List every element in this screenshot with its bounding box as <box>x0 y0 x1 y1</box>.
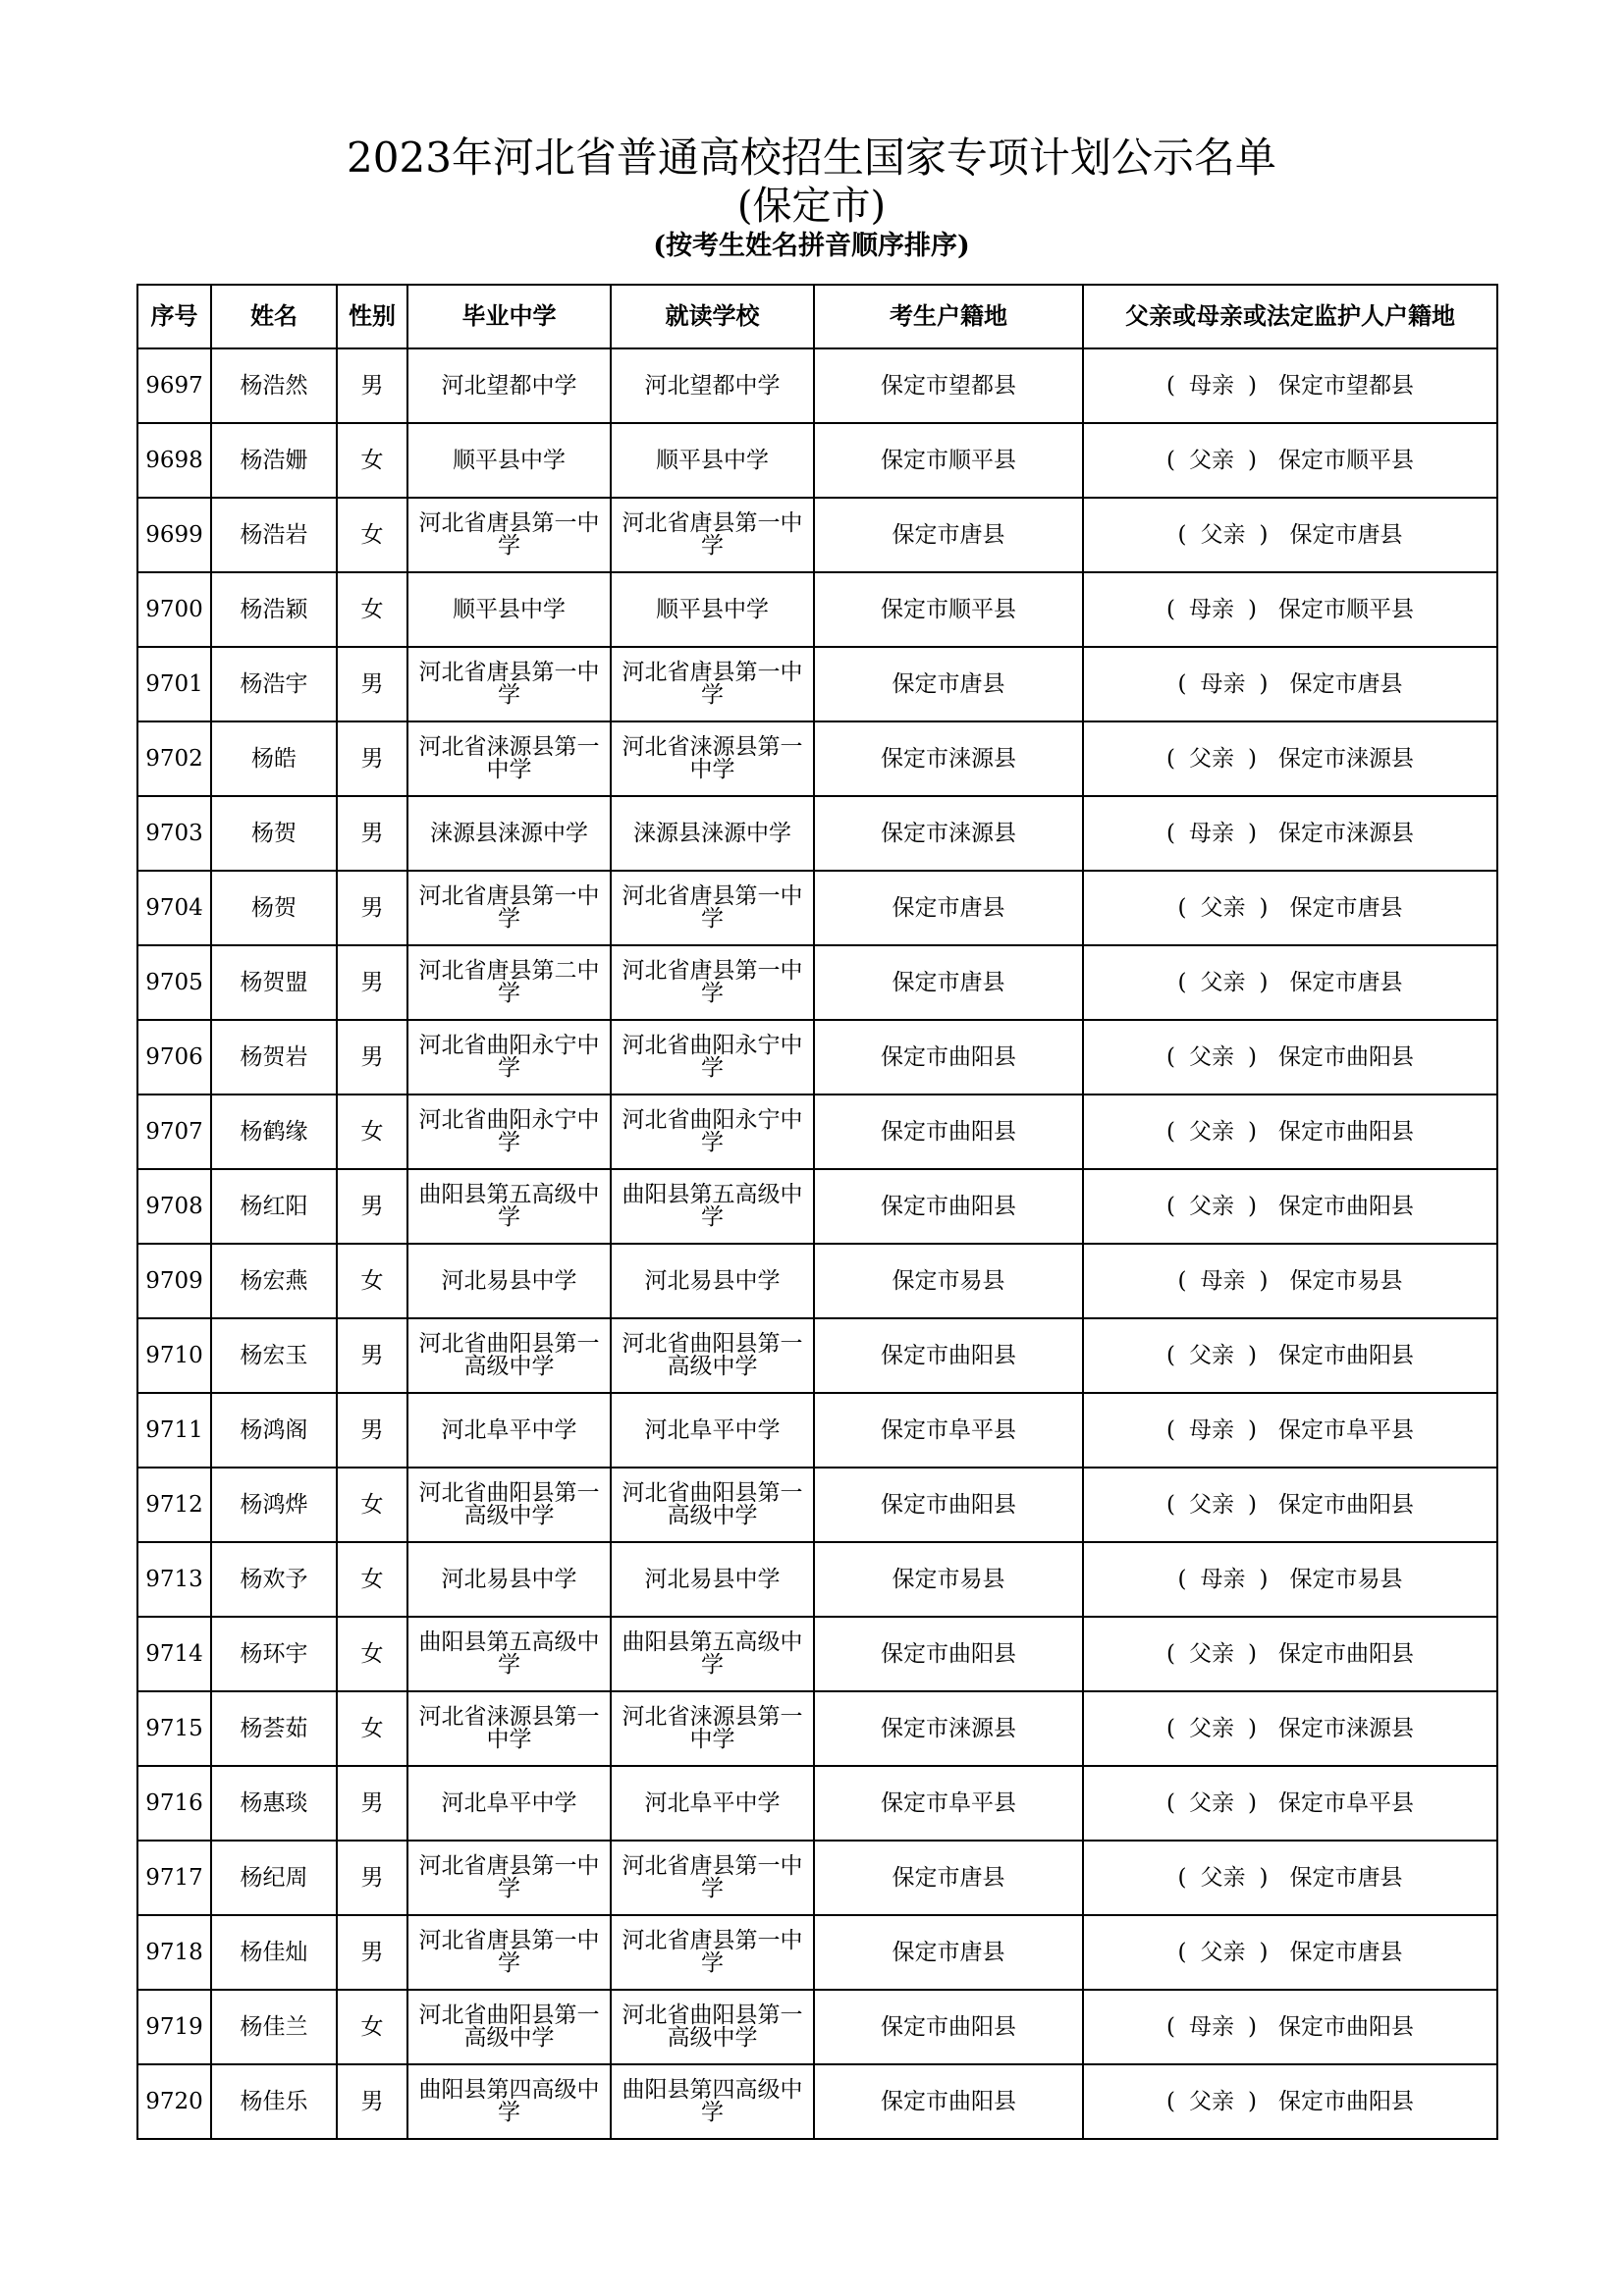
guardian-relation-text: 父亲 <box>1189 1790 1234 1816</box>
gender-cell: 女 <box>337 1244 407 1318</box>
study-school-cell: 河北省曲阳永宁中学 <box>611 1020 814 1095</box>
student-hukou-cell: 保定市顺平县 <box>814 572 1083 647</box>
student-name-cell: 杨佳灿 <box>211 1915 337 1990</box>
table-row <box>137 1393 1497 1468</box>
guardian-relation: ( 父亲 ) <box>1177 970 1269 995</box>
guardian-hukou-cell <box>1083 1169 1497 1244</box>
roster-table <box>136 284 1498 2140</box>
study-school-cell: 河北省曲阳县第一高级中学 <box>611 1318 814 1393</box>
guardian-relation: ( 母亲 ) <box>1166 1417 1257 1443</box>
study-school-cell: 河北易县中学 <box>611 1244 814 1318</box>
student-name-cell: 杨贺盟 <box>211 945 337 1020</box>
guardian-hukou-cell <box>1083 1020 1497 1095</box>
student-name-cell: 杨宏燕 <box>211 1244 337 1318</box>
gender-cell: 男 <box>337 1169 407 1244</box>
student-hukou-cell: 保定市曲阳县 <box>814 2064 1083 2139</box>
guardian-hukou-text: 保定市涞源县 <box>1277 746 1414 772</box>
guardian-relation-text: 父亲 <box>1200 1865 1246 1891</box>
table-row <box>137 796 1497 871</box>
student-hukou-cell: 保定市曲阳县 <box>814 1020 1083 1095</box>
gender-cell: 男 <box>337 945 407 1020</box>
guardian-relation: ( 母亲 ) <box>1166 373 1257 399</box>
column-header-study-school: 就读学校 <box>611 285 814 348</box>
gender-cell: 男 <box>337 348 407 423</box>
column-header-hukou: 考生户籍地 <box>814 285 1083 348</box>
grad-school-cell: 河北省唐县第一中学 <box>407 647 611 721</box>
row-no-cell: 9713 <box>137 1542 211 1617</box>
row-no-cell: 9716 <box>137 1766 211 1841</box>
guardian-relation-text: 父亲 <box>1200 522 1246 548</box>
study-school-cell: 河北省唐县第一中学 <box>611 871 814 945</box>
guardian-relation-text: 父亲 <box>1189 1044 1234 1070</box>
row-no-cell: 9718 <box>137 1915 211 1990</box>
guardian-hukou-text: 保定市阜平县 <box>1277 1790 1414 1816</box>
student-hukou-cell: 保定市唐县 <box>814 945 1083 1020</box>
guardian-hukou-cell <box>1083 1095 1497 1169</box>
guardian-relation-text: 父亲 <box>1189 1716 1234 1741</box>
student-hukou-cell: 保定市唐县 <box>814 871 1083 945</box>
guardian-relation: ( 父亲 ) <box>1166 1044 1257 1070</box>
guardian-relation: ( 父亲 ) <box>1166 1194 1257 1219</box>
study-school-cell: 河北省曲阳永宁中学 <box>611 1095 814 1169</box>
guardian-relation-text: 父亲 <box>1200 1940 1246 1965</box>
study-school-cell: 曲阳县第五高级中学 <box>611 1617 814 1691</box>
guardian-relation-text: 父亲 <box>1189 1492 1234 1518</box>
column-header-no: 序号 <box>137 285 211 348</box>
guardian-hukou-cell <box>1083 1691 1497 1766</box>
guardian-relation: ( 母亲 ) <box>1166 2014 1257 2040</box>
grad-school-cell: 涞源县涞源中学 <box>407 796 611 871</box>
guardian-hukou-text: 保定市曲阳县 <box>1277 1641 1414 1667</box>
row-no-cell: 9708 <box>137 1169 211 1244</box>
study-school-cell: 河北省唐县第一中学 <box>611 1915 814 1990</box>
grad-school-cell: 河北省唐县第一中学 <box>407 1915 611 1990</box>
table-row <box>137 423 1497 498</box>
guardian-relation-text: 父亲 <box>1189 1343 1234 1368</box>
gender-cell: 女 <box>337 1990 407 2064</box>
guardian-relation-text: 母亲 <box>1189 2014 1234 2040</box>
student-name-cell: 杨浩宇 <box>211 647 337 721</box>
student-hukou-cell: 保定市涞源县 <box>814 721 1083 796</box>
grad-school-cell: 河北易县中学 <box>407 1542 611 1617</box>
guardian-hukou-text: 保定市易县 <box>1289 1268 1403 1294</box>
column-header-gender: 性别 <box>337 285 407 348</box>
guardian-hukou-text: 保定市涞源县 <box>1277 821 1414 846</box>
table-row <box>137 1020 1497 1095</box>
page-subtitle: (保定市) <box>736 184 887 229</box>
guardian-relation: ( 母亲 ) <box>1177 1268 1269 1294</box>
gender-cell: 女 <box>337 1691 407 1766</box>
student-name-cell: 杨浩颖 <box>211 572 337 647</box>
table-row <box>137 1766 1497 1841</box>
study-school-cell: 河北省唐县第一中学 <box>611 647 814 721</box>
student-hukou-cell: 保定市阜平县 <box>814 1766 1083 1841</box>
row-no-cell: 9717 <box>137 1841 211 1915</box>
student-hukou-cell: 保定市唐县 <box>814 1841 1083 1915</box>
row-no-cell: 9702 <box>137 721 211 796</box>
gender-cell: 男 <box>337 1766 407 1841</box>
guardian-hukou-cell <box>1083 1542 1497 1617</box>
grad-school-cell: 曲阳县第五高级中学 <box>407 1617 611 1691</box>
guardian-hukou-text: 保定市曲阳县 <box>1277 1343 1414 1368</box>
guardian-relation-text: 父亲 <box>1189 448 1234 473</box>
table-row <box>137 1095 1497 1169</box>
guardian-hukou-text: 保定市唐县 <box>1289 895 1403 921</box>
guardian-relation: ( 父亲 ) <box>1166 2089 1257 2114</box>
study-school-cell: 涞源县涞源中学 <box>611 796 814 871</box>
gender-cell: 男 <box>337 1841 407 1915</box>
grad-school-cell: 顺平县中学 <box>407 572 611 647</box>
gender-cell: 女 <box>337 498 407 572</box>
gender-cell: 女 <box>337 1095 407 1169</box>
grad-school-cell: 顺平县中学 <box>407 423 611 498</box>
student-hukou-cell: 保定市顺平县 <box>814 423 1083 498</box>
gender-cell: 男 <box>337 647 407 721</box>
study-school-cell: 河北易县中学 <box>611 1542 814 1617</box>
guardian-hukou-cell <box>1083 1393 1497 1468</box>
study-school-cell: 顺平县中学 <box>611 572 814 647</box>
grad-school-cell: 曲阳县第五高级中学 <box>407 1169 611 1244</box>
grad-school-cell: 河北省曲阳县第一高级中学 <box>407 1990 611 2064</box>
guardian-relation-text: 母亲 <box>1189 821 1234 846</box>
guardian-relation-text: 母亲 <box>1189 373 1234 399</box>
row-no-cell: 9712 <box>137 1468 211 1542</box>
study-school-cell: 河北省唐县第一中学 <box>611 945 814 1020</box>
guardian-hukou-cell <box>1083 423 1497 498</box>
grad-school-cell: 河北阜平中学 <box>407 1393 611 1468</box>
student-hukou-cell: 保定市唐县 <box>814 1915 1083 1990</box>
guardian-relation-text: 父亲 <box>1189 1194 1234 1219</box>
guardian-relation-text: 父亲 <box>1200 970 1246 995</box>
student-name-cell: 杨鹤缘 <box>211 1095 337 1169</box>
grad-school-cell: 河北省曲阳县第一高级中学 <box>407 1468 611 1542</box>
student-hukou-cell: 保定市曲阳县 <box>814 1468 1083 1542</box>
grad-school-cell: 河北省曲阳永宁中学 <box>407 1095 611 1169</box>
student-name-cell: 杨浩姗 <box>211 423 337 498</box>
student-name-cell: 杨佳兰 <box>211 1990 337 2064</box>
guardian-relation-text: 母亲 <box>1189 1417 1234 1443</box>
student-name-cell: 杨荟茹 <box>211 1691 337 1766</box>
gender-cell: 男 <box>337 1318 407 1393</box>
table-row <box>137 647 1497 721</box>
study-school-cell: 顺平县中学 <box>611 423 814 498</box>
row-no-cell: 9703 <box>137 796 211 871</box>
student-hukou-cell: 保定市涞源县 <box>814 1691 1083 1766</box>
guardian-hukou-text: 保定市顺平县 <box>1277 597 1414 622</box>
row-no-cell: 9698 <box>137 423 211 498</box>
guardian-relation: ( 父亲 ) <box>1166 1790 1257 1816</box>
student-name-cell: 杨环宇 <box>211 1617 337 1691</box>
grad-school-cell: 河北省曲阳县第一高级中学 <box>407 1318 611 1393</box>
guardian-relation: ( 父亲 ) <box>1166 746 1257 772</box>
student-name-cell: 杨贺 <box>211 796 337 871</box>
gender-cell: 女 <box>337 1542 407 1617</box>
student-hukou-cell: 保定市曲阳县 <box>814 1318 1083 1393</box>
table-row <box>137 2064 1497 2139</box>
table-row <box>137 1915 1497 1990</box>
row-no-cell: 9704 <box>137 871 211 945</box>
student-name-cell: 杨鸿烨 <box>211 1468 337 1542</box>
guardian-hukou-cell <box>1083 1617 1497 1691</box>
gender-cell: 女 <box>337 572 407 647</box>
guardian-hukou-cell <box>1083 348 1497 423</box>
guardian-relation-text: 母亲 <box>1189 597 1234 622</box>
study-school-cell: 河北阜平中学 <box>611 1766 814 1841</box>
study-school-cell: 河北省唐县第一中学 <box>611 498 814 572</box>
gender-cell: 女 <box>337 1617 407 1691</box>
guardian-relation: ( 母亲 ) <box>1177 1567 1269 1592</box>
guardian-hukou-cell <box>1083 871 1497 945</box>
gender-cell: 男 <box>337 1393 407 1468</box>
guardian-hukou-cell <box>1083 945 1497 1020</box>
row-no-cell: 9700 <box>137 572 211 647</box>
guardian-relation-text: 父亲 <box>1189 2089 1234 2114</box>
table-row <box>137 871 1497 945</box>
guardian-hukou-text: 保定市曲阳县 <box>1277 1119 1414 1145</box>
guardian-hukou-text: 保定市曲阳县 <box>1277 1044 1414 1070</box>
sort-note: (按考生姓名拼音顺序排序) <box>653 231 970 261</box>
guardian-hukou-text: 保定市唐县 <box>1289 671 1403 697</box>
guardian-hukou-text: 保定市唐县 <box>1289 1865 1403 1891</box>
row-no-cell: 9706 <box>137 1020 211 1095</box>
guardian-hukou-text: 保定市阜平县 <box>1277 1417 1414 1443</box>
guardian-hukou-cell <box>1083 1841 1497 1915</box>
table-row <box>137 1318 1497 1393</box>
table-header-row <box>137 285 1497 348</box>
student-name-cell: 杨浩然 <box>211 348 337 423</box>
student-hukou-cell: 保定市唐县 <box>814 498 1083 572</box>
grad-school-cell: 河北省涞源县第一中学 <box>407 721 611 796</box>
grad-school-cell: 河北望都中学 <box>407 348 611 423</box>
grad-school-cell: 河北易县中学 <box>407 1244 611 1318</box>
guardian-relation: ( 父亲 ) <box>1166 1343 1257 1368</box>
guardian-hukou-cell <box>1083 647 1497 721</box>
grad-school-cell: 河北省唐县第一中学 <box>407 498 611 572</box>
student-hukou-cell: 保定市阜平县 <box>814 1393 1083 1468</box>
gender-cell: 女 <box>337 1468 407 1542</box>
table-row <box>137 1691 1497 1766</box>
grad-school-cell: 河北省唐县第一中学 <box>407 1841 611 1915</box>
guardian-relation-text: 父亲 <box>1189 1119 1234 1145</box>
student-hukou-cell: 保定市望都县 <box>814 348 1083 423</box>
gender-cell: 男 <box>337 2064 407 2139</box>
student-hukou-cell: 保定市易县 <box>814 1244 1083 1318</box>
column-header-name: 姓名 <box>211 285 337 348</box>
student-hukou-cell: 保定市唐县 <box>814 647 1083 721</box>
guardian-hukou-cell <box>1083 1468 1497 1542</box>
study-school-cell: 河北省曲阳县第一高级中学 <box>611 1468 814 1542</box>
study-school-cell: 河北省涞源县第一中学 <box>611 721 814 796</box>
guardian-hukou-cell <box>1083 1915 1497 1990</box>
row-no-cell: 9705 <box>137 945 211 1020</box>
guardian-hukou-cell <box>1083 498 1497 572</box>
guardian-hukou-cell <box>1083 1990 1497 2064</box>
guardian-relation: ( 父亲 ) <box>1177 1865 1269 1891</box>
page-title: 2023年河北省普通高校招生国家专项计划公示名单 <box>347 133 1276 182</box>
guardian-relation-text: 父亲 <box>1189 746 1234 772</box>
guardian-relation: ( 父亲 ) <box>1166 448 1257 473</box>
student-name-cell: 杨贺岩 <box>211 1020 337 1095</box>
guardian-relation: ( 父亲 ) <box>1177 895 1269 921</box>
student-name-cell: 杨佳乐 <box>211 2064 337 2139</box>
student-hukou-cell: 保定市涞源县 <box>814 796 1083 871</box>
student-name-cell: 杨鸿阁 <box>211 1393 337 1468</box>
guardian-hukou-cell <box>1083 796 1497 871</box>
row-no-cell: 9710 <box>137 1318 211 1393</box>
row-no-cell: 9709 <box>137 1244 211 1318</box>
student-hukou-cell: 保定市曲阳县 <box>814 1617 1083 1691</box>
guardian-hukou-text: 保定市唐县 <box>1289 970 1403 995</box>
guardian-hukou-text: 保定市曲阳县 <box>1277 2089 1414 2114</box>
gender-cell: 男 <box>337 721 407 796</box>
guardian-hukou-text: 保定市曲阳县 <box>1277 1492 1414 1518</box>
row-no-cell: 9715 <box>137 1691 211 1766</box>
grad-school-cell: 河北省唐县第一中学 <box>407 871 611 945</box>
student-name-cell: 杨惠琰 <box>211 1766 337 1841</box>
table-row <box>137 1542 1497 1617</box>
guardian-relation: ( 父亲 ) <box>1166 1641 1257 1667</box>
column-header-guardian-hukou: 父亲或母亲或法定监护人户籍地 <box>1083 285 1497 348</box>
table-row <box>137 348 1497 423</box>
study-school-cell: 河北省曲阳县第一高级中学 <box>611 1990 814 2064</box>
student-name-cell: 杨纪周 <box>211 1841 337 1915</box>
guardian-hukou-cell <box>1083 1766 1497 1841</box>
student-hukou-cell: 保定市曲阳县 <box>814 1095 1083 1169</box>
row-no-cell: 9699 <box>137 498 211 572</box>
guardian-relation: ( 母亲 ) <box>1177 671 1269 697</box>
study-school-cell: 曲阳县第四高级中学 <box>611 2064 814 2139</box>
grad-school-cell: 曲阳县第四高级中学 <box>407 2064 611 2139</box>
grad-school-cell: 河北省唐县第二中学 <box>407 945 611 1020</box>
student-hukou-cell: 保定市曲阳县 <box>814 1169 1083 1244</box>
study-school-cell: 河北省涞源县第一中学 <box>611 1691 814 1766</box>
gender-cell: 男 <box>337 871 407 945</box>
guardian-hukou-text: 保定市曲阳县 <box>1277 2014 1414 2040</box>
row-no-cell: 9697 <box>137 348 211 423</box>
guardian-relation-text: 母亲 <box>1200 1268 1246 1294</box>
guardian-hukou-text: 保定市唐县 <box>1289 1940 1403 1965</box>
table-row <box>137 1244 1497 1318</box>
guardian-relation: ( 父亲 ) <box>1166 1119 1257 1145</box>
grad-school-cell: 河北省涞源县第一中学 <box>407 1691 611 1766</box>
guardian-hukou-cell <box>1083 2064 1497 2139</box>
table-row <box>137 572 1497 647</box>
student-name-cell: 杨红阳 <box>211 1169 337 1244</box>
guardian-relation-text: 母亲 <box>1200 1567 1246 1592</box>
guardian-relation: ( 母亲 ) <box>1166 597 1257 622</box>
guardian-relation-text: 母亲 <box>1200 671 1246 697</box>
table-row <box>137 721 1497 796</box>
student-hukou-cell: 保定市曲阳县 <box>814 1990 1083 2064</box>
table-row <box>137 1617 1497 1691</box>
study-school-cell: 河北望都中学 <box>611 348 814 423</box>
table-row <box>137 945 1497 1020</box>
guardian-hukou-text: 保定市唐县 <box>1289 522 1403 548</box>
guardian-relation: ( 父亲 ) <box>1177 522 1269 548</box>
guardian-relation: ( 父亲 ) <box>1166 1716 1257 1741</box>
guardian-relation: ( 父亲 ) <box>1166 1492 1257 1518</box>
guardian-relation-text: 父亲 <box>1189 1641 1234 1667</box>
gender-cell: 女 <box>337 423 407 498</box>
row-no-cell: 9719 <box>137 1990 211 2064</box>
row-no-cell: 9720 <box>137 2064 211 2139</box>
row-no-cell: 9701 <box>137 647 211 721</box>
student-name-cell: 杨欢予 <box>211 1542 337 1617</box>
guardian-hukou-cell <box>1083 1244 1497 1318</box>
table-row <box>137 498 1497 572</box>
grad-school-cell: 河北阜平中学 <box>407 1766 611 1841</box>
guardian-hukou-text: 保定市涞源县 <box>1277 1716 1414 1741</box>
guardian-relation: ( 父亲 ) <box>1177 1940 1269 1965</box>
table-row <box>137 1468 1497 1542</box>
student-name-cell: 杨浩岩 <box>211 498 337 572</box>
study-school-cell: 河北阜平中学 <box>611 1393 814 1468</box>
guardian-hukou-cell <box>1083 1318 1497 1393</box>
study-school-cell: 曲阳县第五高级中学 <box>611 1169 814 1244</box>
study-school-cell: 河北省唐县第一中学 <box>611 1841 814 1915</box>
table-row <box>137 1169 1497 1244</box>
guardian-relation-text: 父亲 <box>1200 895 1246 921</box>
student-name-cell: 杨皓 <box>211 721 337 796</box>
guardian-hukou-text: 保定市曲阳县 <box>1277 1194 1414 1219</box>
student-name-cell: 杨贺 <box>211 871 337 945</box>
guardian-hukou-cell <box>1083 721 1497 796</box>
guardian-hukou-cell <box>1083 572 1497 647</box>
row-no-cell: 9707 <box>137 1095 211 1169</box>
table-row <box>137 1841 1497 1915</box>
table-row <box>137 1990 1497 2064</box>
gender-cell: 男 <box>337 1020 407 1095</box>
student-name-cell: 杨宏玉 <box>211 1318 337 1393</box>
guardian-hukou-text: 保定市顺平县 <box>1277 448 1414 473</box>
guardian-hukou-text: 保定市易县 <box>1289 1567 1403 1592</box>
grad-school-cell: 河北省曲阳永宁中学 <box>407 1020 611 1095</box>
column-header-grad-school: 毕业中学 <box>407 285 611 348</box>
guardian-hukou-text: 保定市望都县 <box>1277 373 1414 399</box>
student-hukou-cell: 保定市易县 <box>814 1542 1083 1617</box>
guardian-relation: ( 母亲 ) <box>1166 821 1257 846</box>
row-no-cell: 9711 <box>137 1393 211 1468</box>
gender-cell: 男 <box>337 796 407 871</box>
gender-cell: 男 <box>337 1915 407 1990</box>
row-no-cell: 9714 <box>137 1617 211 1691</box>
